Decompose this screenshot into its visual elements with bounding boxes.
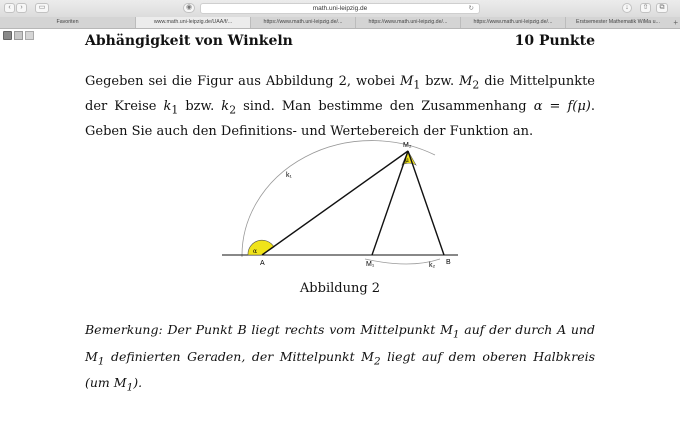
pdf-thumbnail-icon[interactable]: [14, 31, 23, 40]
label-M1: M₁: [366, 261, 375, 268]
tab-2[interactable]: [250, 17, 355, 28]
tab-label: https://www.math.uni-leipzig.de/...: [263, 19, 343, 25]
pdf-outline-icon[interactable]: [25, 31, 34, 40]
label-k1: k₁: [286, 172, 292, 179]
pdf-page: [0, 29, 680, 425]
line-B-M2: [408, 151, 444, 255]
back-button[interactable]: ‹: [4, 3, 15, 13]
tab-3[interactable]: [355, 17, 460, 28]
forward-button[interactable]: ›: [16, 3, 27, 13]
line-M1-M2: [372, 151, 408, 255]
tab-label: https://www.math.uni-leipzig.de/...: [368, 19, 448, 25]
address-bar[interactable]: [200, 3, 480, 14]
label-M2: M₂: [403, 142, 412, 149]
exercise-title: Abhängigkeit von Winkeln: [85, 33, 293, 49]
share-icon[interactable]: ⇧: [640, 3, 651, 13]
tab-label: www.math.uni-leipzig.de/UAA/f/...: [153, 19, 233, 25]
url-text: math.uni-leipzig.de: [312, 5, 368, 12]
tab-favorites[interactable]: [0, 17, 135, 28]
label-A: A: [260, 260, 265, 267]
download-icon[interactable]: ↓: [622, 3, 632, 13]
tab-active[interactable]: [135, 17, 250, 28]
tab-5[interactable]: [565, 17, 670, 28]
sidebar-toggle-icon[interactable]: ▭: [35, 3, 49, 13]
browser-toolbar: [0, 0, 680, 18]
new-tab-button[interactable]: +: [673, 18, 678, 27]
pdf-sidebar-icon[interactable]: [3, 31, 12, 40]
angle-alpha-sector: [248, 240, 274, 255]
figure-svg: [200, 137, 480, 277]
exercise-text: Gegeben sei die Figur aus Abbildung 2, wobei $M_1$ bzw. $M_2$ die Mittelpunkte der Kreise $k_1$ bzw. $k_2$ sind. Man bestimme den Zusammenhang α = f(μ). Geben Sie auch den Definitions- und Wertebereich der Funktion an.: [85, 74, 596, 140]
tab-bar: [0, 17, 680, 29]
label-k2: k₂: [429, 262, 436, 269]
label-mu: μ: [405, 157, 409, 164]
reload-icon[interactable]: ↻: [468, 5, 474, 12]
label-alpha: α: [253, 248, 258, 255]
tab-label: Favoriten: [56, 19, 79, 25]
tab-4[interactable]: [460, 17, 565, 28]
privacy-icon[interactable]: ◉: [183, 3, 195, 13]
label-B: B: [446, 259, 451, 266]
exercise-points: 10 Punkte: [514, 33, 595, 49]
remark-text: Bemerkung: Der Punkt B liegt rechts vom Mittelpunkt $M_1$ auf der durch A und $M_1$ definierten Geraden, der Mittelpunkt $M_2$ liegt auf dem oberen Halbkreis (um $M_1$).: [85, 322, 596, 394]
tabs-overview-icon[interactable]: ⧉: [656, 3, 668, 13]
line-A-M2: [262, 151, 408, 255]
tab-label: Erstsemester Mathematik WiMa u...: [576, 19, 660, 25]
figure-caption: Abbildung 2: [299, 281, 381, 296]
geometry-figure: [200, 137, 480, 277]
tab-label: https://www.math.uni-leipzig.de/...: [473, 19, 553, 25]
